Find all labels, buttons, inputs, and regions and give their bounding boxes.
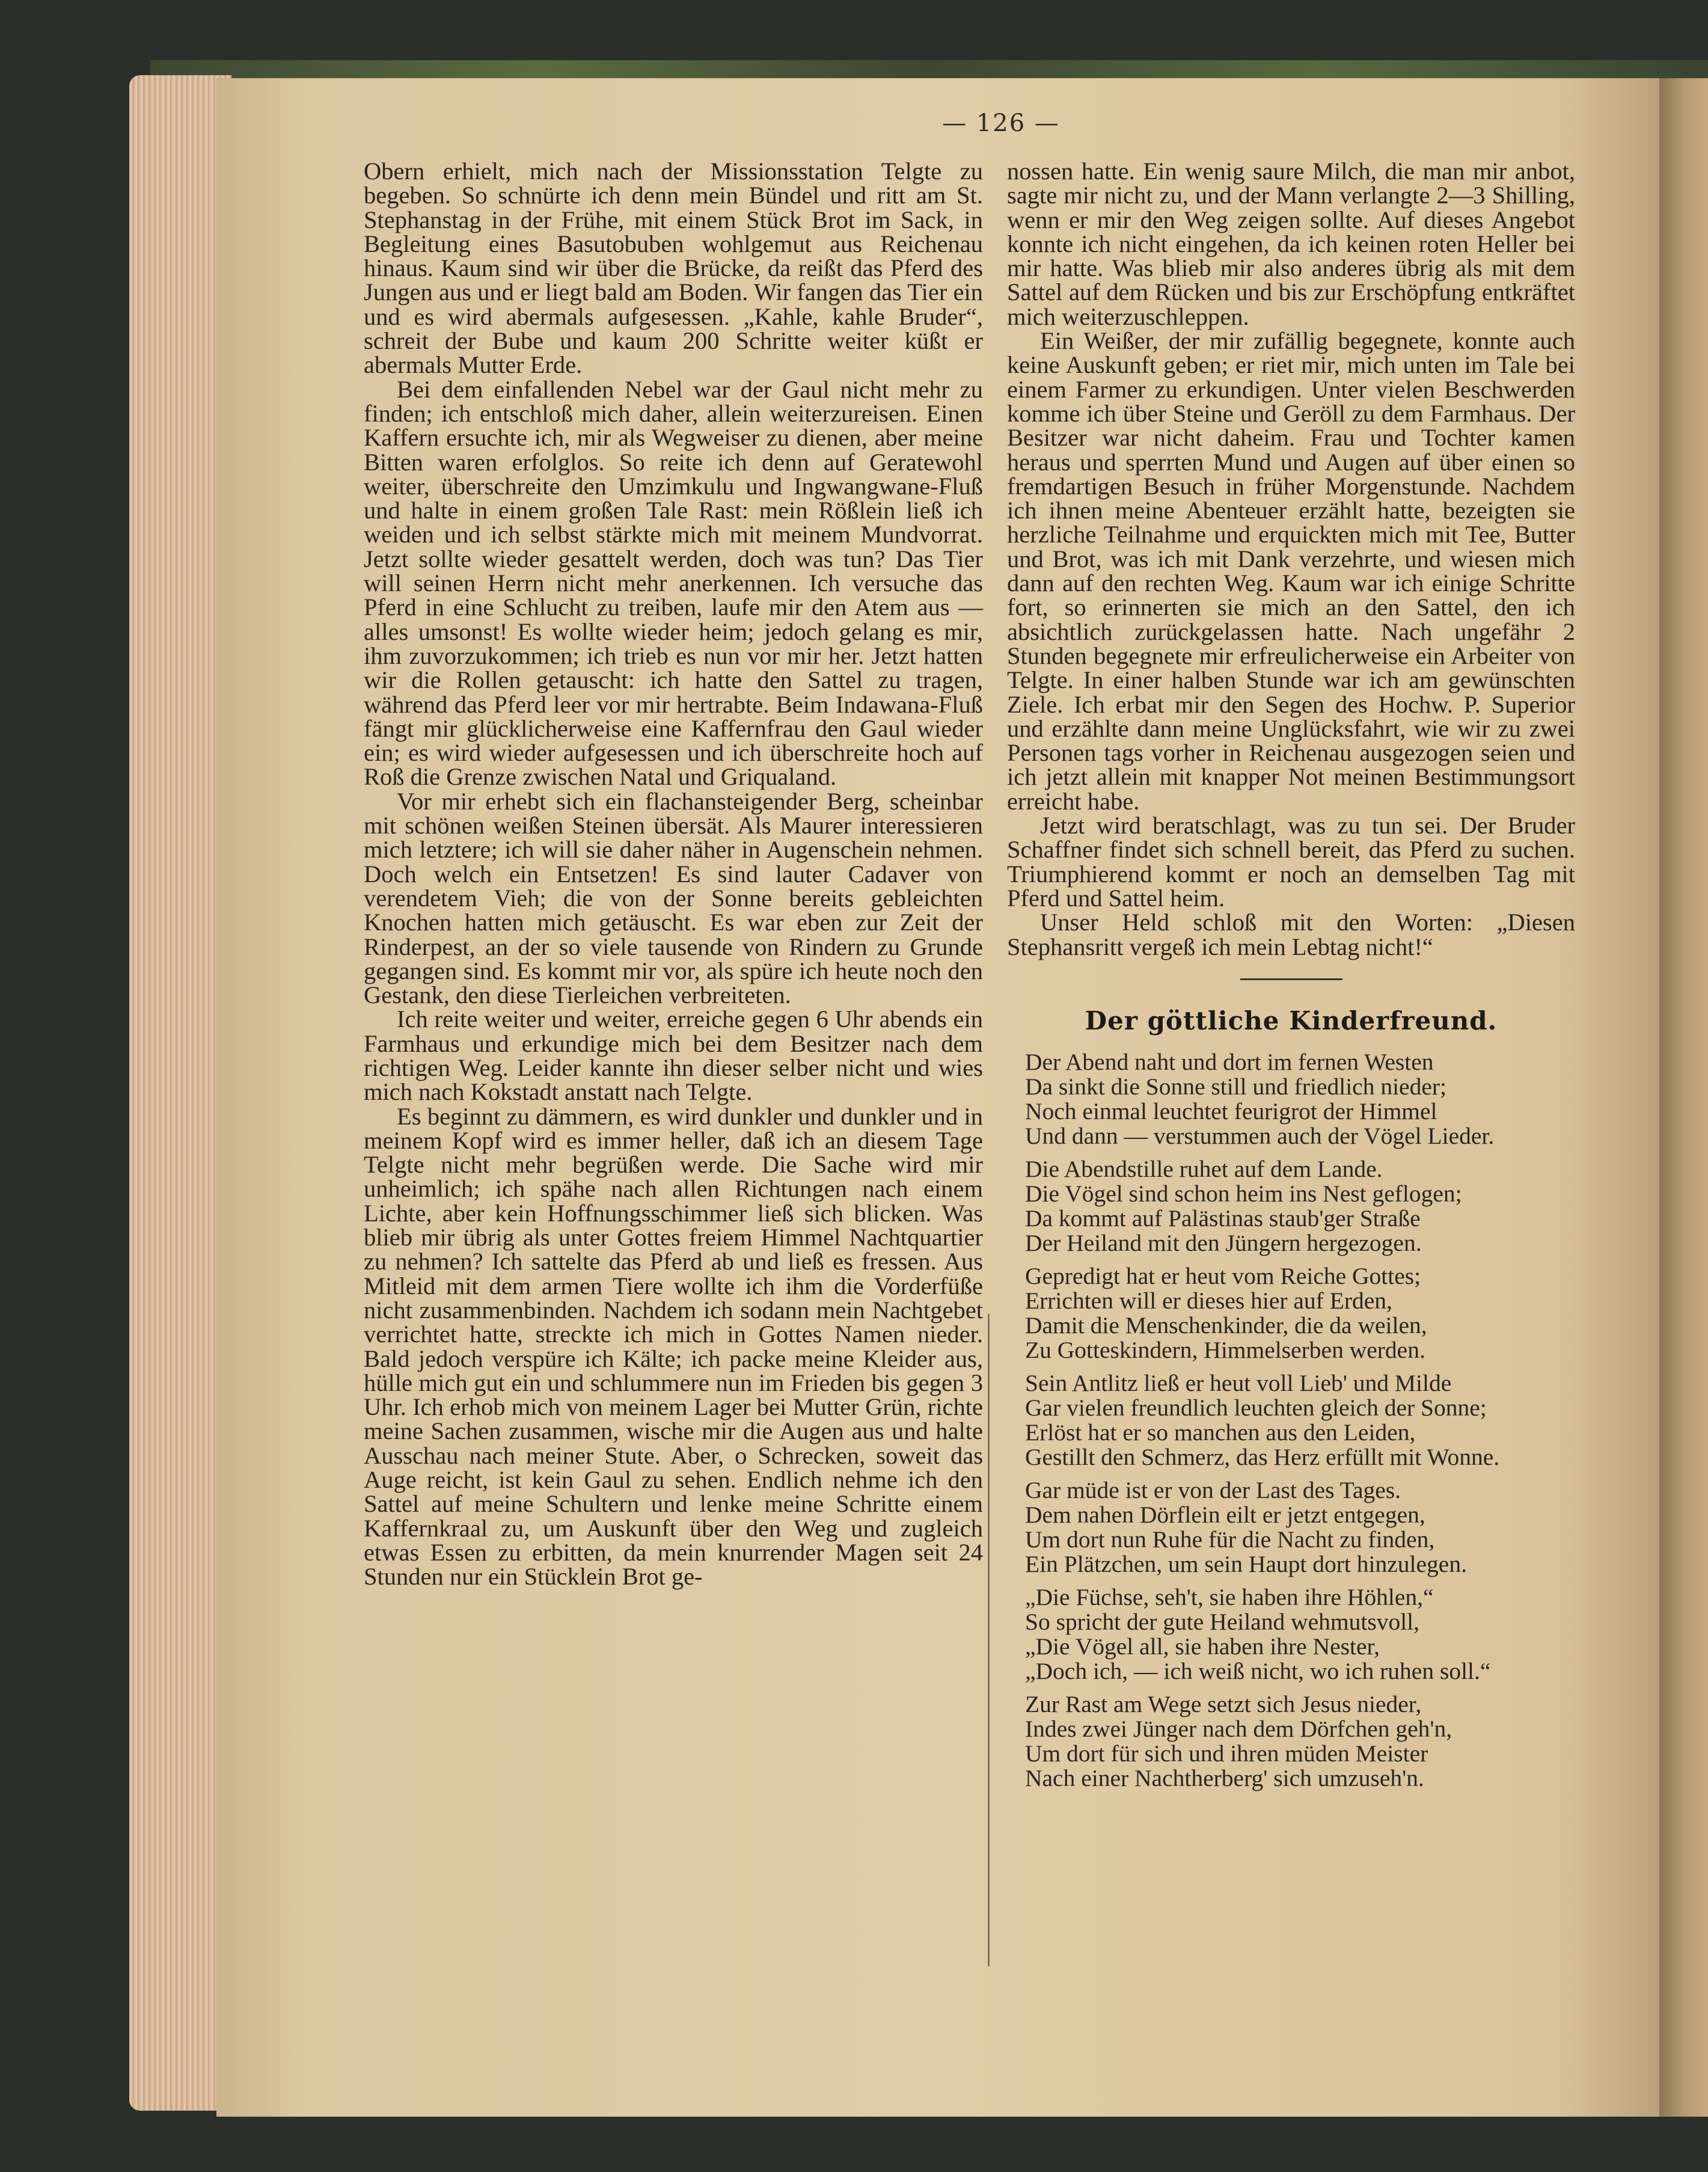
paragraph: Bei dem einfallenden Nebel war der Gaul nicht mehr zu finden; ich entschloß mich daher, allein weiterzureisen. Einen Kaffern ersuchte ich, mir als Wegweiser zu dienen, aber meine Bitten waren erfolglos. So reite ich denn auf Geratewohl weiter, überschreite den Umzimkulu und Ingwangwane-Fluß und halte in einem großen Tale Rast: mein Rößlein ließ ich weiden und ich selbst stärkte mich mit meinem Mundvorrat. Jetzt sollte wieder gesattelt werden, doch was tun? Das Tier will seinen Herrn nicht mehr anerkennen. Ich versuche das Pferd in eine Schlucht zu treiben, laufe mir den Atem aus — alles umsonst! Es wollte wieder heim; jedoch gelang es mir, ihm zuvorzukommen; ich trieb es nun vor mir her. Jetzt hatten wir die Rollen getauscht: ich hatte den Sattel zu tragen, während das Pferd leer vor mir hertrabte. Beim Indawana-Fluß fängt mir glücklicherweise eine Kaffernfrau den Gaul wieder ein; es wird wieder aufgesessen und ich überschreite hoch auf Roß die Grenze zwischen Natal und Griqualand. [364, 375, 983, 791]
page-number: — 126 — [942, 109, 1060, 137]
paragraph: Vor mir erhebt sich ein flachansteigender Berg, scheinbar mit schönen weißen Steinen übersät. Als Maurer interessieren mich letztere; ich will sie daher näher in Augenschein nehmen. Doch welch ein Entsetzen! Es sind lauter Cadaver von verendetem Vieh; die von der Sonne bereits gebleichten Knochen hatten mich getäuscht. Es war eben zur Zeit der Rinderpest, an der so viele tausende von Rindern zu Grunde gegangen sind. Es kommt mir vor, als spüre ich heute noch den Gestank, den diese Tierleichen verbreiteten. [364, 787, 983, 1009]
poem-line: „Doch ich, — ich weiß nicht, wo ich ruhen soll.“ [1025, 1658, 1491, 1685]
poem-line: Zur Rast am Wege setzt sich Jesus nieder, [1025, 1691, 1422, 1718]
poem-line: Ein Plätzchen, um sein Haupt dort hinzulegen. [1025, 1551, 1467, 1578]
poem-stanza [1025, 1585, 1575, 1684]
poem-line: Da sinkt die Sonne still und friedlich nieder; [1025, 1073, 1446, 1100]
poem-line: Zu Gotteskindern, Himmelserben werden. [1025, 1337, 1425, 1364]
poem-line: Noch einmal leuchtet feurigrot der Himmel [1025, 1098, 1437, 1125]
poem-stanza [1025, 1692, 1575, 1791]
column-divider [988, 1314, 990, 1966]
left-column [364, 159, 983, 1589]
poem-line: „Die Füchse, seh't, sie haben ihre Höhlen,“ [1025, 1584, 1434, 1611]
poem-line: Um dort nun Ruhe für die Nacht zu finden, [1025, 1526, 1435, 1553]
poem-line: „Die Vögel all, sie haben ihre Nester, [1025, 1633, 1380, 1660]
poem-line: Der Heiland mit den Jüngern hergezogen. [1025, 1230, 1422, 1257]
poem-line: Der Abend naht und dort im fernen Westen [1025, 1049, 1434, 1076]
poem-stanza [1025, 1478, 1575, 1577]
paragraph: Unser Held schloß mit den Worten: „Diesen Stephansritt vergeß ich mein Lebtag nicht!“ [1007, 909, 1575, 960]
poem-stanza [1025, 1157, 1575, 1256]
poem-line: Erlöst hat er so manchen aus den Leiden, [1025, 1419, 1416, 1446]
right-column-prose [1007, 159, 1575, 959]
poem-line: Sein Antlitz ließ er heut voll Lieb' und Milde [1025, 1370, 1452, 1397]
paragraph: nossen hatte. Ein wenig saure Milch, die man mir anbot, sagte mir nicht zu, und der Mann verlangte 2—3 Shilling, wenn er mir den Weg zeigen sollte. Auf dieses Angebot konnte ich nicht eingehen, da ich keinen roten Heller bei mir hatte. Was blieb mir also anderes übrig als mit dem Sattel auf dem Rücken und bis zur Erschöpfung entkräftet mich weiterzuschleppen. [1007, 158, 1575, 330]
poem-line: Indes zwei Jünger nach dem Dörfchen geh'n, [1025, 1716, 1452, 1743]
poem-title: Der göttliche Kinderfreund. [1085, 1005, 1498, 1035]
poem-stanza [1025, 1371, 1575, 1470]
paragraph: Ich reite weiter und weiter, erreiche gegen 6 Uhr abends ein Farmhaus und erkundige mich bei dem Besitzer nach dem richtigen Weg. Leider kannte ihn dieser selber nicht und wies mich nach Kokstadt anstatt nach Telgte. [364, 1005, 983, 1106]
poem-line: Die Abendstille ruhet auf dem Lande. [1025, 1156, 1383, 1183]
poem-line: Gar vielen freundlich leuchten gleich der Sonne; [1025, 1394, 1487, 1422]
poem-line: So spricht der gute Heiland wehmutsvoll, [1025, 1609, 1420, 1636]
poem-line: Dem nahen Dörflein eilt er jetzt entgegen, [1025, 1502, 1425, 1529]
poem-line: Die Vögel sind schon heim ins Nest geflogen; [1025, 1180, 1462, 1207]
poem-line: Gestillt den Schmerz, das Herz erfüllt mit Wonne. [1025, 1444, 1500, 1471]
right-column [1007, 159, 1575, 1799]
facing-page-edge [1659, 78, 1708, 2117]
poem-line: Damit die Menschenkinder, die da weilen, [1025, 1312, 1427, 1339]
paragraph: Jetzt wird beratschlagt, was zu tun sei. Der Bruder Schaffner findet sich schnell bereit, das Pferd zu suchen. Triumphierend kommt er noch an demselben Tag mit Pferd und Sattel heim. [1007, 812, 1575, 912]
poem-line: Gepredigt hat er heut vom Reiche Gottes; [1025, 1263, 1421, 1290]
section-rule [1240, 978, 1342, 980]
poem-line: Da kommt auf Palästinas staub'ger Straße [1025, 1205, 1421, 1232]
poem-line: Und dann — verstummen auch der Vögel Lieder. [1025, 1123, 1495, 1150]
poem-line: Errichten will er dieses hier auf Erden, [1025, 1287, 1392, 1315]
poem-line: Gar müde ist er von der Last des Tages. [1025, 1477, 1401, 1504]
poem-stanza [1025, 1264, 1575, 1363]
paragraph: Ein Weißer, der mir zufällig begegnete, konnte auch keine Auskunft geben; er riet mir, mich unten im Tale bei einem Farmer zu erkundigen. Unter vielen Beschwerden komme ich über Steine und Geröll zu dem Farmhaus. Der Besitzer war nicht daheim. Frau und Tochter kamen heraus und sperrten Mund und Augen auf über einen so fremdartigen Besuch in früher Morgenstunde. Nachdem ich ihnen meine Abenteuer erzählt hatte, bezeigten sie herzliche Teilnahme und erquickten mich mit Tee, Butter und Brot, was ich mit Dank verzehrte, und wiesen mich dann auf den rechten Weg. Kaum war ich einige Schritte fort, so erinnerten sie mich an den Sattel, den ich absichtlich zurückgelassen hatte. Nach ungefähr 2 Stunden begegnete mir erfreulicherweise ein Arbeiter von Telgte. In einer halben Stunde war ich am gewünschten Ziele. Ich erbat mir den Segen des Hochw. P. Superior und erzählte dann meine Unglücksfahrt, wie wir zu zwei Personen tags vorher in Reichenau ausgezogen seien und ich jetzt allein mit knapper Not meinen Bestimmungsort erreicht habe. [1007, 327, 1575, 815]
poem-line: Nach einer Nachtherberg' sich umzuseh'n. [1025, 1765, 1424, 1792]
paragraph: Obern erhielt, mich nach der Missionsstation Telgte zu begeben. So schnürte ich denn mein Bündel und ritt am St. Stephanstag in der Frühe, mit einem Stück Brot im Sack, in Begleitung eines Basutobuben wohlgemut aus Reichenau hinaus. Kaum sind wir über die Brücke, da reißt das Pferd des Jungen aus und er liegt bald am Boden. Wir fangen das Tier ein und es wird abermals aufgesessen. „Kahle, kahle Bruder“, schreit der Bube und kaum 200 Schritte weiter küßt er abermals Mutter Erde. [364, 158, 983, 379]
paragraph: Es beginnt zu dämmern, es wird dunkler und dunkler und in meinem Kopf wird es immer heller, daß ich an diesem Tage Telgte nicht mehr begrüßen werde. Die Sache wird mir unheimlich; ich spähe nach allen Richtungen nach einem Lichte, aber kein Hoffnungsschimmer ließ sich blicken. Was blieb mir übrig als unter Gottes freiem Himmel Nachtquartier zu nehmen? Ich sattelte das Pferd ab und ließ es fressen. Aus Mitleid mit dem armen Tiere wollte ich ihm die Vorderfüße nicht zusammenbinden. Nachdem ich sodann mein Nachtgebet verrichtet hatte, streckte ich mich in Gottes Namen nieder. Bald jedoch verspüre ich Kälte; ich packe meine Kleider aus, hülle mich gut ein und schlummere nun im Frieden bis gegen 3 Uhr. Ich erhob mich von meinem Lager bei Mutter Grün, richte meine Sachen zusammen, wische mir die Augen aus und halte Ausschau nach meiner Stute. Aber, o Schrecken, soweit das Auge reicht, ist kein Gaul zu sehen. Endlich nehme ich den Sattel auf meine Schultern und lenke meine Schritte einem Kaffernkraal zu, um Auskunft über den Weg und zugleich etwas Essen zu erbitten, da mein knurrender Magen seit 24 Stunden nur ein Stücklein Brot ge- [364, 1102, 983, 1591]
poem [1007, 1050, 1575, 1791]
poem-stanza [1025, 1050, 1575, 1149]
poem-line: Um dort für sich und ihren müden Meister [1025, 1740, 1428, 1767]
